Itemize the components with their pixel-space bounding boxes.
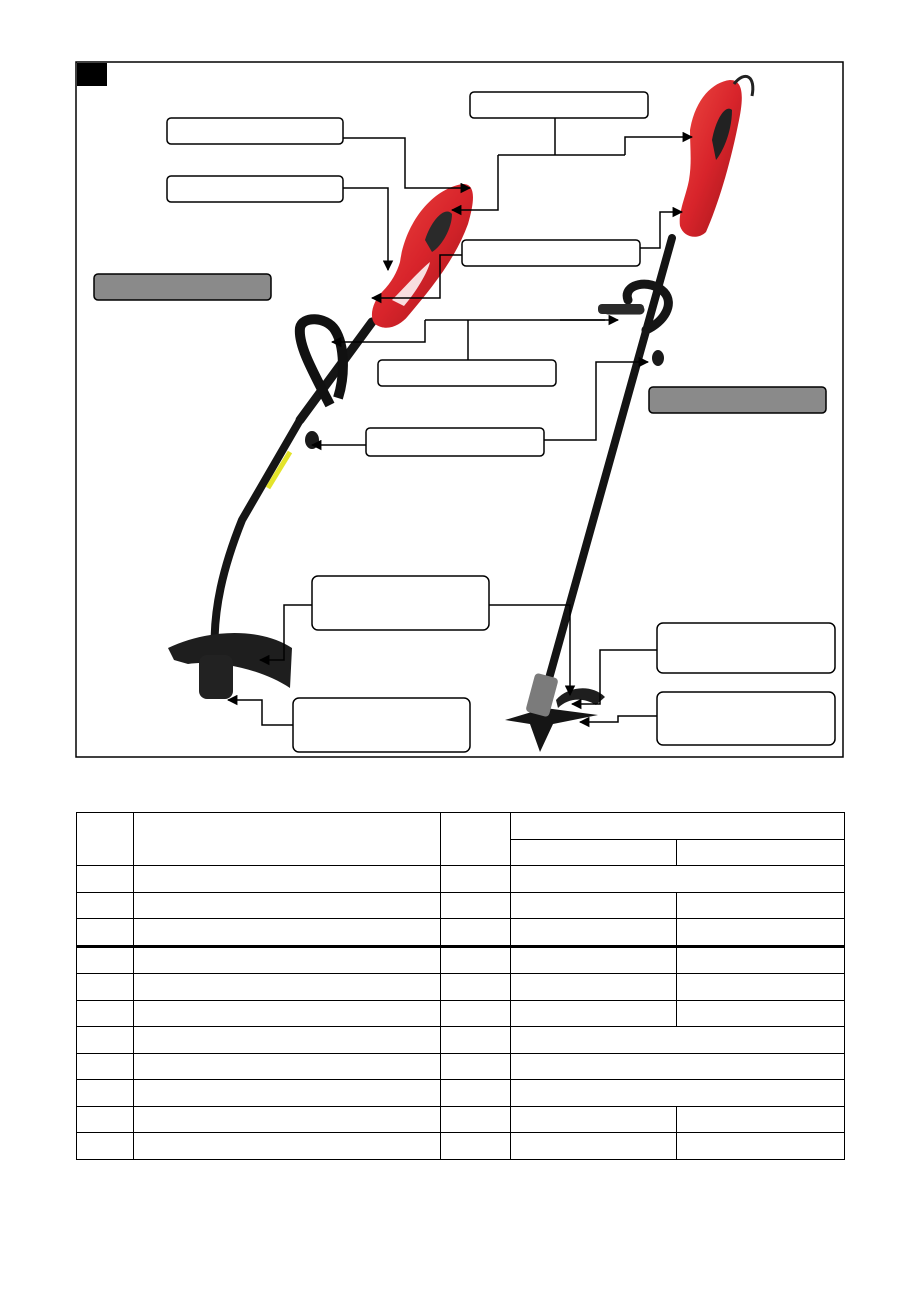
callout-box-guard [312, 576, 489, 630]
table-cell [441, 1106, 511, 1133]
header-cell-unit [441, 813, 511, 866]
table-cell [441, 1027, 511, 1054]
table-cell [134, 919, 441, 947]
line-trigger-right [640, 212, 682, 248]
table-cell [511, 974, 677, 1001]
callout-box-metal-blade [657, 692, 835, 745]
callout-box-trimmer-head [293, 698, 470, 752]
table-cell [77, 1053, 134, 1080]
table-cell [134, 1106, 441, 1133]
table-cell [134, 1080, 441, 1107]
table-cell [441, 974, 511, 1001]
table-cell [134, 1000, 441, 1027]
table-cell [134, 946, 441, 974]
specifications-table [76, 812, 845, 1160]
table-cell [134, 1027, 441, 1054]
table-cell [677, 919, 845, 947]
table-cell [441, 892, 511, 919]
left-motor-housing [372, 184, 473, 328]
table-cell [77, 1133, 134, 1160]
table-cell [77, 892, 134, 919]
table-cell [511, 1000, 677, 1027]
table-cell [134, 892, 441, 919]
line-cord-hook [343, 138, 470, 188]
right-handle-knob-shape [652, 350, 664, 366]
table-cell [134, 1133, 441, 1160]
line-power-switch-right [625, 137, 692, 155]
table-cell [77, 866, 134, 893]
callout-box-trigger [462, 240, 640, 266]
table-cell [511, 1027, 845, 1054]
table-cell [677, 946, 845, 974]
right-handle-bar [598, 304, 644, 314]
table-header-row [77, 813, 845, 840]
table-cell [77, 1106, 134, 1133]
table-cell [511, 1053, 845, 1080]
table-row [77, 892, 845, 919]
table-cell [511, 919, 677, 947]
callout-box-switch-lock [167, 176, 343, 202]
table-cell [77, 919, 134, 947]
table-cell [677, 892, 845, 919]
table-cell [677, 1000, 845, 1027]
header-cell-parameter [134, 813, 441, 866]
table-row [77, 919, 845, 947]
line-aux-handle-bracket [425, 320, 605, 362]
line-power-switch-bracket [498, 117, 625, 155]
line-metal-blade [580, 716, 657, 722]
header-cell-no [77, 813, 134, 866]
table-cell [511, 892, 677, 919]
table-cell [511, 1133, 677, 1160]
table-row [77, 1133, 845, 1160]
table-cell [134, 974, 441, 1001]
table-cell [511, 1106, 677, 1133]
header-cell-model-1 [511, 839, 677, 866]
table-row [77, 1106, 845, 1133]
table-row [77, 866, 845, 893]
table-cell [677, 974, 845, 1001]
callout-box-knob [366, 428, 544, 456]
model-tag-right [649, 387, 826, 413]
table-cell [511, 1080, 845, 1107]
table-cell [441, 1133, 511, 1160]
table-cell [77, 974, 134, 1001]
table-cell [511, 866, 845, 893]
table-cell [441, 866, 511, 893]
table-row [77, 1027, 845, 1054]
model-tags [94, 274, 826, 413]
left-trimmer-head [199, 655, 233, 699]
table-cell [677, 1133, 845, 1160]
header-cell-model-2 [677, 839, 845, 866]
table-row [77, 1080, 845, 1107]
table-cell [134, 866, 441, 893]
right-blade [505, 708, 598, 752]
table-cell [77, 1080, 134, 1107]
table-cell [511, 946, 677, 974]
table-row [77, 946, 845, 974]
line-switch-lock [343, 188, 388, 270]
table-row [77, 1000, 845, 1027]
model-tag-left [94, 274, 271, 300]
table-cell [441, 919, 511, 947]
callout-box-aux-handle [378, 360, 556, 386]
table-cell [77, 1027, 134, 1054]
callout-box-cord-hook [167, 118, 343, 144]
table-cell [77, 946, 134, 974]
table-cell [441, 1053, 511, 1080]
table-cell [134, 1053, 441, 1080]
table-row [77, 974, 845, 1001]
left-loop-handle [300, 319, 343, 405]
table-row [77, 1053, 845, 1080]
right-blade-guard [556, 688, 605, 708]
table-cell [441, 1080, 511, 1107]
table-cell [441, 1000, 511, 1027]
right-motor-housing [680, 80, 742, 237]
table-cell [677, 1106, 845, 1133]
callout-box-power-switch [470, 92, 648, 118]
header-cell-values [511, 813, 845, 840]
line-trimmer-head [228, 700, 293, 725]
figure-badge [77, 63, 107, 86]
callout-box-blade-guard [657, 623, 835, 673]
table-cell [77, 1000, 134, 1027]
left-handle-knob-shape [305, 431, 319, 449]
table-cell [441, 946, 511, 974]
